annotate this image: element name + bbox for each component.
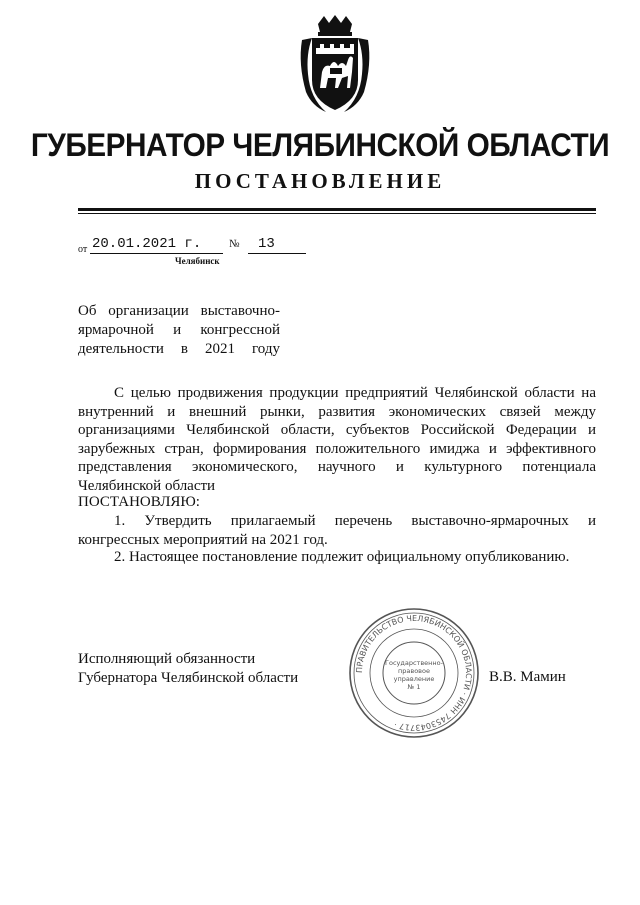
svg-text:№ 1: № 1 xyxy=(407,683,421,691)
svg-text:Государственно-: Государственно- xyxy=(385,659,443,667)
decree-item-2: 2. Настоящее постановление подлежит официальному опубликованию. xyxy=(114,549,570,565)
position-line: Исполняющий обязанности xyxy=(78,651,256,667)
svg-text:управление: управление xyxy=(393,675,435,683)
document-date: 20.01.2021 г. xyxy=(92,236,202,252)
header-rule-thick xyxy=(78,208,596,211)
header-rule-thin xyxy=(78,213,596,214)
official-seal-icon xyxy=(346,605,482,741)
position-line: Губернатора Челябинской области xyxy=(78,669,299,686)
number-underline xyxy=(248,253,306,254)
authority-title: ГУБЕРНАТОР ЧЕЛЯБИНСКОЙ ОБЛАСТИ xyxy=(30,127,610,163)
preamble-paragraph: С целью продвижения продукции предприятий Челябинской области на внутренний и внешний рынки, развития экономических связей между организациями Челябинской области, субъектов Российской Федерации и зарубежных стран, формирования положительного имиджа и эффективного представления экономического, научного и культурного потенциала Челябинской области xyxy=(78,385,596,494)
chelyabinsk-coat-of-arms-icon xyxy=(296,14,374,118)
date-prefix: от xyxy=(78,244,88,255)
document-subject xyxy=(78,302,280,359)
decree-heading: ПОСТАНОВЛЯЮ: xyxy=(78,494,200,510)
document-number: 13 xyxy=(258,236,275,252)
svg-text:ПРАВИТЕЛЬСТВО ЧЕЛЯБИНСКОЙ ОБЛА: ПРАВИТЕЛЬСТВО ЧЕЛЯБИНСКОЙ ОБЛАСТИ · ИНН 7453043717 · xyxy=(354,613,474,733)
document-type: ПОСТАНОВЛЕНИЕ xyxy=(194,169,446,193)
subject-line: ярмарочной и конгрессной xyxy=(78,322,280,338)
svg-text:правовое: правовое xyxy=(398,667,430,675)
signatory-name: В.В. Мамин xyxy=(489,669,566,685)
decree-item-1: 1. Утвердить прилагаемый перечень выставочно-ярмарочных и конгрессных мероприятий на 2021 год. xyxy=(78,513,596,548)
subject-line: деятельности в 2021 году xyxy=(78,341,280,357)
city-label: Челябинск xyxy=(175,256,220,266)
signatory-position xyxy=(78,650,298,687)
subject-line: Об организации выставочно- xyxy=(78,303,280,319)
date-underline xyxy=(90,253,223,254)
number-prefix: № xyxy=(229,238,240,250)
